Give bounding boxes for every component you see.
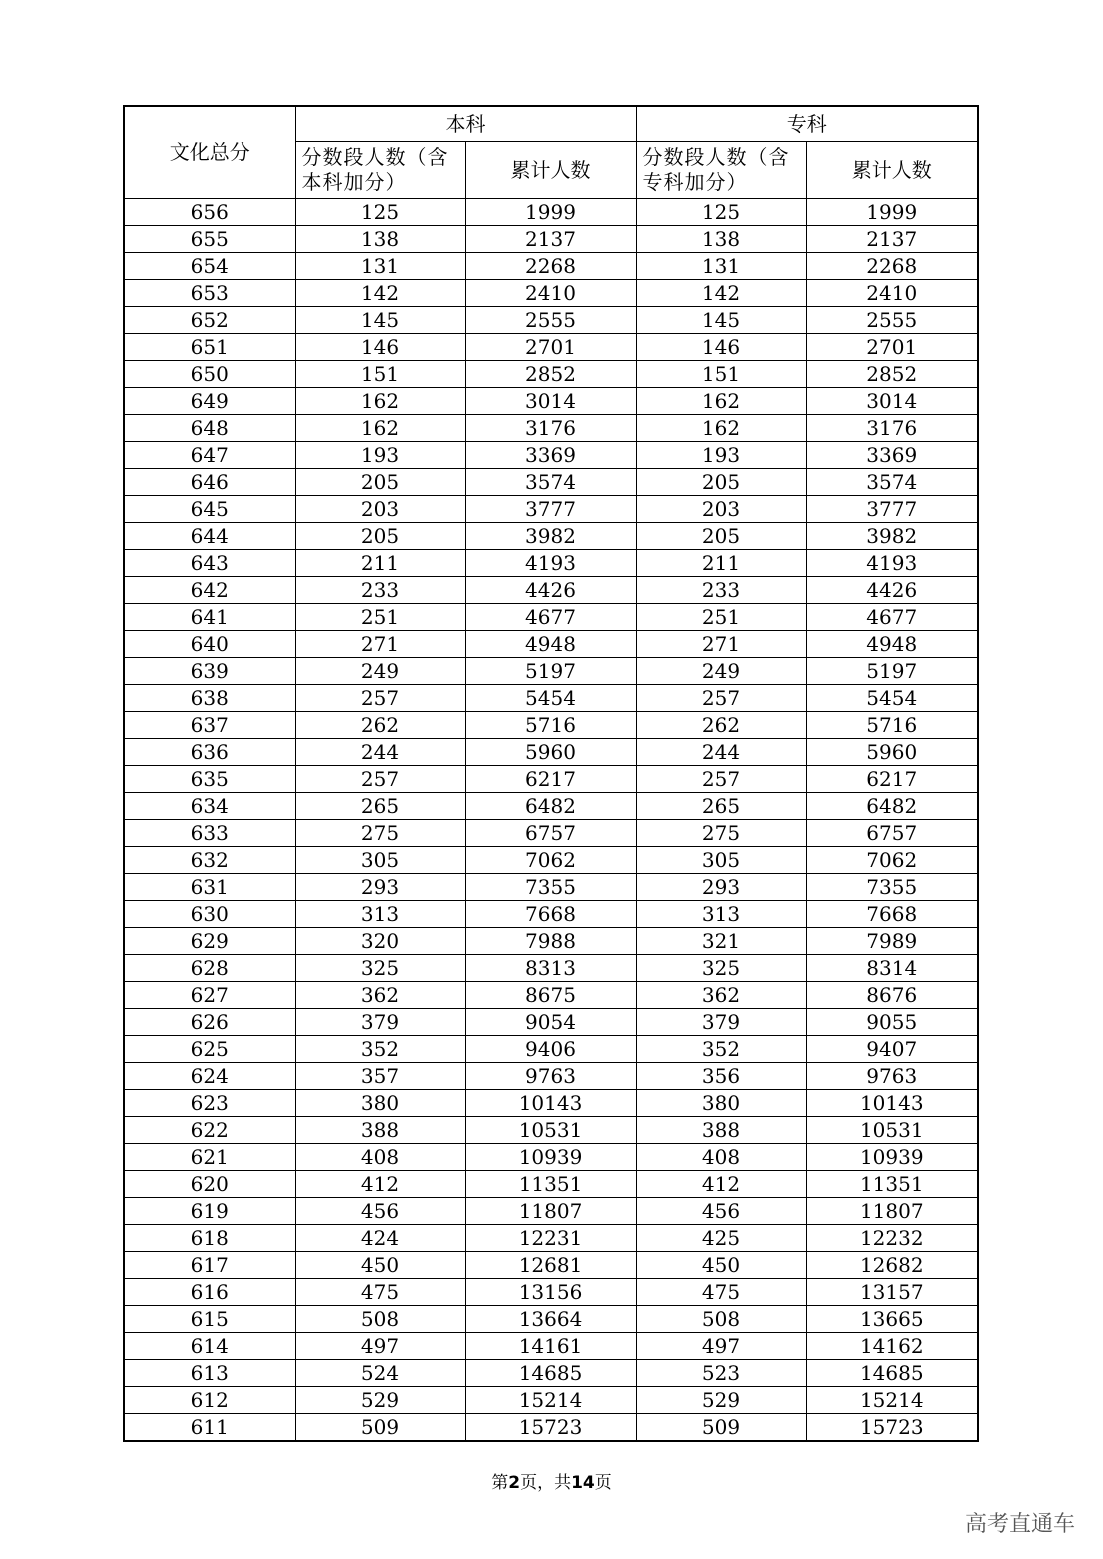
score-cell: 649 xyxy=(124,388,295,415)
score-cell: 656 xyxy=(124,199,295,226)
score-cell: 640 xyxy=(124,631,295,658)
zhuanke-cumulative-cell: 15723 xyxy=(806,1414,978,1442)
table-row xyxy=(124,1036,978,1063)
benke-cumulative-cell: 4677 xyxy=(465,604,636,631)
benke-cumulative-cell: 9054 xyxy=(465,1009,636,1036)
zhuanke-segment-cell: 379 xyxy=(636,1009,806,1036)
benke-cumulative-cell: 10143 xyxy=(465,1090,636,1117)
score-cell: 614 xyxy=(124,1333,295,1360)
benke-segment-cell: 456 xyxy=(295,1198,465,1225)
zhuanke-segment-cell: 205 xyxy=(636,469,806,496)
score-cell: 633 xyxy=(124,820,295,847)
header-zhuanke-segment xyxy=(636,142,806,199)
benke-segment-cell: 529 xyxy=(295,1387,465,1414)
zhuanke-segment-cell: 244 xyxy=(636,739,806,766)
score-cell: 639 xyxy=(124,658,295,685)
score-cell: 628 xyxy=(124,955,295,982)
header-zhuanke-cumulative: 累计人数 xyxy=(806,142,978,199)
zhuanke-cumulative-cell: 9055 xyxy=(806,1009,978,1036)
score-cell: 635 xyxy=(124,766,295,793)
table-row xyxy=(124,496,978,523)
benke-segment-cell: 408 xyxy=(295,1144,465,1171)
zhuanke-segment-cell: 509 xyxy=(636,1414,806,1442)
zhuanke-segment-cell: 251 xyxy=(636,604,806,631)
zhuanke-cumulative-cell: 6217 xyxy=(806,766,978,793)
benke-segment-cell: 275 xyxy=(295,820,465,847)
score-cell: 643 xyxy=(124,550,295,577)
zhuanke-cumulative-cell: 10939 xyxy=(806,1144,978,1171)
benke-segment-cell: 380 xyxy=(295,1090,465,1117)
table-row xyxy=(124,1279,978,1306)
benke-cumulative-cell: 9406 xyxy=(465,1036,636,1063)
benke-segment-cell: 138 xyxy=(295,226,465,253)
benke-segment-cell: 257 xyxy=(295,766,465,793)
zhuanke-cumulative-cell: 2137 xyxy=(806,226,978,253)
benke-segment-cell: 142 xyxy=(295,280,465,307)
table-body xyxy=(124,199,978,1442)
benke-cumulative-cell: 1999 xyxy=(465,199,636,226)
zhuanke-cumulative-cell: 5197 xyxy=(806,658,978,685)
benke-segment-cell: 244 xyxy=(295,739,465,766)
page-prefix: 第 xyxy=(491,1473,509,1493)
table-row xyxy=(124,1144,978,1171)
table-row xyxy=(124,1360,978,1387)
benke-cumulative-cell: 5960 xyxy=(465,739,636,766)
zhuanke-segment-cell: 131 xyxy=(636,253,806,280)
table-row xyxy=(124,685,978,712)
zhuanke-segment-cell: 257 xyxy=(636,766,806,793)
benke-segment-cell: 211 xyxy=(295,550,465,577)
table-row xyxy=(124,415,978,442)
zhuanke-segment-cell: 275 xyxy=(636,820,806,847)
zhuanke-segment-cell: 408 xyxy=(636,1144,806,1171)
header-benke-segment xyxy=(295,142,465,199)
zhuanke-segment-cell: 265 xyxy=(636,793,806,820)
zhuanke-cumulative-cell: 7355 xyxy=(806,874,978,901)
zhuanke-cumulative-cell: 15214 xyxy=(806,1387,978,1414)
benke-cumulative-cell: 14685 xyxy=(465,1360,636,1387)
benke-cumulative-cell: 4193 xyxy=(465,550,636,577)
benke-segment-cell: 205 xyxy=(295,523,465,550)
benke-cumulative-cell: 10531 xyxy=(465,1117,636,1144)
table-row xyxy=(124,847,978,874)
benke-cumulative-cell: 7062 xyxy=(465,847,636,874)
header-benke-segment-text: 分数段人数（含本科加分） xyxy=(301,145,449,194)
page-middle: 页，共 xyxy=(520,1473,572,1493)
benke-cumulative-cell: 15723 xyxy=(465,1414,636,1442)
table-row xyxy=(124,1198,978,1225)
zhuanke-segment-cell: 205 xyxy=(636,523,806,550)
score-cell: 637 xyxy=(124,712,295,739)
table-row xyxy=(124,901,978,928)
zhuanke-cumulative-cell: 4948 xyxy=(806,631,978,658)
zhuanke-segment-cell: 450 xyxy=(636,1252,806,1279)
zhuanke-cumulative-cell: 3982 xyxy=(806,523,978,550)
table-row xyxy=(124,226,978,253)
score-cell: 626 xyxy=(124,1009,295,1036)
zhuanke-cumulative-cell: 3176 xyxy=(806,415,978,442)
benke-segment-cell: 251 xyxy=(295,604,465,631)
benke-segment-cell: 131 xyxy=(295,253,465,280)
zhuanke-segment-cell: 162 xyxy=(636,415,806,442)
benke-segment-cell: 162 xyxy=(295,388,465,415)
table-row xyxy=(124,334,978,361)
benke-cumulative-cell: 3574 xyxy=(465,469,636,496)
benke-cumulative-cell: 6217 xyxy=(465,766,636,793)
benke-cumulative-cell: 2137 xyxy=(465,226,636,253)
benke-segment-cell: 293 xyxy=(295,874,465,901)
page-suffix: 页 xyxy=(594,1473,612,1493)
score-cell: 650 xyxy=(124,361,295,388)
benke-segment-cell: 524 xyxy=(295,1360,465,1387)
table-row xyxy=(124,253,978,280)
table-row xyxy=(124,604,978,631)
score-cell: 613 xyxy=(124,1360,295,1387)
zhuanke-segment-cell: 456 xyxy=(636,1198,806,1225)
benke-cumulative-cell: 9763 xyxy=(465,1063,636,1090)
zhuanke-cumulative-cell: 5960 xyxy=(806,739,978,766)
table-row xyxy=(124,1252,978,1279)
score-cell: 618 xyxy=(124,1225,295,1252)
score-cell: 625 xyxy=(124,1036,295,1063)
benke-segment-cell: 352 xyxy=(295,1036,465,1063)
score-cell: 611 xyxy=(124,1414,295,1442)
header-group-benke: 本科 xyxy=(295,106,636,142)
benke-cumulative-cell: 2555 xyxy=(465,307,636,334)
benke-segment-cell: 146 xyxy=(295,334,465,361)
score-cell: 616 xyxy=(124,1279,295,1306)
table-row xyxy=(124,1009,978,1036)
table-row xyxy=(124,1333,978,1360)
zhuanke-segment-cell: 142 xyxy=(636,280,806,307)
zhuanke-cumulative-cell: 4426 xyxy=(806,577,978,604)
benke-cumulative-cell: 6757 xyxy=(465,820,636,847)
zhuanke-segment-cell: 203 xyxy=(636,496,806,523)
benke-segment-cell: 362 xyxy=(295,982,465,1009)
benke-segment-cell: 271 xyxy=(295,631,465,658)
benke-segment-cell: 357 xyxy=(295,1063,465,1090)
benke-cumulative-cell: 5197 xyxy=(465,658,636,685)
benke-segment-cell: 508 xyxy=(295,1306,465,1333)
score-cell: 646 xyxy=(124,469,295,496)
benke-segment-cell: 379 xyxy=(295,1009,465,1036)
zhuanke-cumulative-cell: 13665 xyxy=(806,1306,978,1333)
zhuanke-cumulative-cell: 14162 xyxy=(806,1333,978,1360)
zhuanke-cumulative-cell: 6482 xyxy=(806,793,978,820)
zhuanke-segment-cell: 508 xyxy=(636,1306,806,1333)
benke-segment-cell: 162 xyxy=(295,415,465,442)
benke-segment-cell: 305 xyxy=(295,847,465,874)
benke-cumulative-cell: 4948 xyxy=(465,631,636,658)
zhuanke-segment-cell: 146 xyxy=(636,334,806,361)
zhuanke-segment-cell: 313 xyxy=(636,901,806,928)
benke-cumulative-cell: 7355 xyxy=(465,874,636,901)
header-benke-cumulative: 累计人数 xyxy=(465,142,636,199)
zhuanke-cumulative-cell: 3014 xyxy=(806,388,978,415)
zhuanke-segment-cell: 125 xyxy=(636,199,806,226)
benke-cumulative-cell: 12231 xyxy=(465,1225,636,1252)
zhuanke-cumulative-cell: 8314 xyxy=(806,955,978,982)
zhuanke-cumulative-cell: 3574 xyxy=(806,469,978,496)
table-row xyxy=(124,955,978,982)
score-cell: 653 xyxy=(124,280,295,307)
benke-cumulative-cell: 12681 xyxy=(465,1252,636,1279)
score-cell: 619 xyxy=(124,1198,295,1225)
benke-segment-cell: 145 xyxy=(295,307,465,334)
score-cell: 651 xyxy=(124,334,295,361)
benke-segment-cell: 325 xyxy=(295,955,465,982)
score-cell: 642 xyxy=(124,577,295,604)
benke-cumulative-cell: 5716 xyxy=(465,712,636,739)
zhuanke-segment-cell: 293 xyxy=(636,874,806,901)
zhuanke-segment-cell: 523 xyxy=(636,1360,806,1387)
benke-cumulative-cell: 2268 xyxy=(465,253,636,280)
benke-segment-cell: 249 xyxy=(295,658,465,685)
zhuanke-segment-cell: 262 xyxy=(636,712,806,739)
benke-segment-cell: 125 xyxy=(295,199,465,226)
table-row xyxy=(124,820,978,847)
zhuanke-cumulative-cell: 1999 xyxy=(806,199,978,226)
zhuanke-cumulative-cell: 14685 xyxy=(806,1360,978,1387)
zhuanke-segment-cell: 497 xyxy=(636,1333,806,1360)
zhuanke-segment-cell: 145 xyxy=(636,307,806,334)
zhuanke-segment-cell: 249 xyxy=(636,658,806,685)
benke-segment-cell: 257 xyxy=(295,685,465,712)
score-cell: 638 xyxy=(124,685,295,712)
score-cell: 622 xyxy=(124,1117,295,1144)
table-row xyxy=(124,739,978,766)
score-cell: 630 xyxy=(124,901,295,928)
benke-cumulative-cell: 6482 xyxy=(465,793,636,820)
benke-cumulative-cell: 11807 xyxy=(465,1198,636,1225)
score-cell: 648 xyxy=(124,415,295,442)
watermark: 高考直通车 xyxy=(964,1512,1075,1537)
benke-segment-cell: 233 xyxy=(295,577,465,604)
zhuanke-cumulative-cell: 3777 xyxy=(806,496,978,523)
table-row xyxy=(124,388,978,415)
benke-segment-cell: 424 xyxy=(295,1225,465,1252)
zhuanke-segment-cell: 325 xyxy=(636,955,806,982)
zhuanke-cumulative-cell: 2852 xyxy=(806,361,978,388)
zhuanke-cumulative-cell: 7989 xyxy=(806,928,978,955)
score-cell: 615 xyxy=(124,1306,295,1333)
benke-cumulative-cell: 7668 xyxy=(465,901,636,928)
zhuanke-cumulative-cell: 2268 xyxy=(806,253,978,280)
zhuanke-segment-cell: 211 xyxy=(636,550,806,577)
score-cell: 631 xyxy=(124,874,295,901)
score-cell: 629 xyxy=(124,928,295,955)
benke-cumulative-cell: 13156 xyxy=(465,1279,636,1306)
benke-segment-cell: 265 xyxy=(295,793,465,820)
score-cell: 652 xyxy=(124,307,295,334)
table-row xyxy=(124,928,978,955)
score-cell: 623 xyxy=(124,1090,295,1117)
benke-cumulative-cell: 8675 xyxy=(465,982,636,1009)
score-cell: 634 xyxy=(124,793,295,820)
score-cell: 621 xyxy=(124,1144,295,1171)
zhuanke-segment-cell: 193 xyxy=(636,442,806,469)
zhuanke-cumulative-cell: 7668 xyxy=(806,901,978,928)
zhuanke-segment-cell: 380 xyxy=(636,1090,806,1117)
zhuanke-cumulative-cell: 4193 xyxy=(806,550,978,577)
benke-cumulative-cell: 15214 xyxy=(465,1387,636,1414)
page-number xyxy=(0,1468,1103,1493)
zhuanke-cumulative-cell: 9763 xyxy=(806,1063,978,1090)
score-cell: 647 xyxy=(124,442,295,469)
table-row xyxy=(124,1225,978,1252)
benke-segment-cell: 497 xyxy=(295,1333,465,1360)
table-row xyxy=(124,874,978,901)
score-cell: 654 xyxy=(124,253,295,280)
table-row xyxy=(124,361,978,388)
benke-segment-cell: 151 xyxy=(295,361,465,388)
zhuanke-cumulative-cell: 2410 xyxy=(806,280,978,307)
zhuanke-segment-cell: 352 xyxy=(636,1036,806,1063)
zhuanke-segment-cell: 162 xyxy=(636,388,806,415)
benke-cumulative-cell: 3777 xyxy=(465,496,636,523)
benke-cumulative-cell: 2852 xyxy=(465,361,636,388)
table-row xyxy=(124,523,978,550)
page-current: 2 xyxy=(508,1473,521,1493)
table-row xyxy=(124,631,978,658)
score-cell: 632 xyxy=(124,847,295,874)
zhuanke-segment-cell: 475 xyxy=(636,1279,806,1306)
benke-segment-cell: 412 xyxy=(295,1171,465,1198)
benke-cumulative-cell: 4426 xyxy=(465,577,636,604)
zhuanke-cumulative-cell: 5716 xyxy=(806,712,978,739)
table-row xyxy=(124,766,978,793)
table-row xyxy=(124,199,978,226)
benke-segment-cell: 205 xyxy=(295,469,465,496)
header-zhuanke-segment-text: 分数段人数（含专科加分） xyxy=(642,145,790,194)
table-row xyxy=(124,1387,978,1414)
score-cell: 627 xyxy=(124,982,295,1009)
table-row xyxy=(124,577,978,604)
benke-cumulative-cell: 13664 xyxy=(465,1306,636,1333)
benke-cumulative-cell: 3982 xyxy=(465,523,636,550)
zhuanke-segment-cell: 529 xyxy=(636,1387,806,1414)
zhuanke-cumulative-cell: 13157 xyxy=(806,1279,978,1306)
zhuanke-segment-cell: 362 xyxy=(636,982,806,1009)
benke-cumulative-cell: 2410 xyxy=(465,280,636,307)
zhuanke-segment-cell: 257 xyxy=(636,685,806,712)
benke-cumulative-cell: 10939 xyxy=(465,1144,636,1171)
zhuanke-segment-cell: 305 xyxy=(636,847,806,874)
zhuanke-cumulative-cell: 8676 xyxy=(806,982,978,1009)
page-total: 14 xyxy=(571,1473,595,1493)
benke-cumulative-cell: 2701 xyxy=(465,334,636,361)
table-row xyxy=(124,550,978,577)
zhuanke-segment-cell: 425 xyxy=(636,1225,806,1252)
zhuanke-cumulative-cell: 10143 xyxy=(806,1090,978,1117)
zhuanke-segment-cell: 321 xyxy=(636,928,806,955)
table-row xyxy=(124,1090,978,1117)
table-row xyxy=(124,712,978,739)
table-row xyxy=(124,1117,978,1144)
benke-cumulative-cell: 8313 xyxy=(465,955,636,982)
score-cell: 636 xyxy=(124,739,295,766)
zhuanke-cumulative-cell: 6757 xyxy=(806,820,978,847)
zhuanke-segment-cell: 412 xyxy=(636,1171,806,1198)
score-cell: 617 xyxy=(124,1252,295,1279)
table-row xyxy=(124,1414,978,1442)
benke-segment-cell: 509 xyxy=(295,1414,465,1442)
table-row xyxy=(124,793,978,820)
table-row xyxy=(124,280,978,307)
zhuanke-segment-cell: 151 xyxy=(636,361,806,388)
zhuanke-cumulative-cell: 5454 xyxy=(806,685,978,712)
benke-cumulative-cell: 3369 xyxy=(465,442,636,469)
benke-segment-cell: 388 xyxy=(295,1117,465,1144)
zhuanke-segment-cell: 233 xyxy=(636,577,806,604)
table-row xyxy=(124,658,978,685)
zhuanke-cumulative-cell: 12232 xyxy=(806,1225,978,1252)
benke-segment-cell: 475 xyxy=(295,1279,465,1306)
header-group-zhuanke: 专科 xyxy=(636,106,978,142)
table-row xyxy=(124,1171,978,1198)
benke-segment-cell: 313 xyxy=(295,901,465,928)
table-row xyxy=(124,982,978,1009)
zhuanke-cumulative-cell: 10531 xyxy=(806,1117,978,1144)
zhuanke-cumulative-cell: 7062 xyxy=(806,847,978,874)
table-row xyxy=(124,1063,978,1090)
benke-cumulative-cell: 14161 xyxy=(465,1333,636,1360)
benke-segment-cell: 320 xyxy=(295,928,465,955)
score-cell: 641 xyxy=(124,604,295,631)
benke-segment-cell: 203 xyxy=(295,496,465,523)
zhuanke-cumulative-cell: 12682 xyxy=(806,1252,978,1279)
score-cell: 624 xyxy=(124,1063,295,1090)
benke-segment-cell: 262 xyxy=(295,712,465,739)
table-row xyxy=(124,442,978,469)
zhuanke-segment-cell: 356 xyxy=(636,1063,806,1090)
table-row xyxy=(124,307,978,334)
score-cell: 620 xyxy=(124,1171,295,1198)
score-table xyxy=(123,105,979,1442)
zhuanke-cumulative-cell: 2555 xyxy=(806,307,978,334)
zhuanke-cumulative-cell: 4677 xyxy=(806,604,978,631)
zhuanke-segment-cell: 271 xyxy=(636,631,806,658)
benke-segment-cell: 450 xyxy=(295,1252,465,1279)
zhuanke-segment-cell: 388 xyxy=(636,1117,806,1144)
zhuanke-segment-cell: 138 xyxy=(636,226,806,253)
zhuanke-cumulative-cell: 3369 xyxy=(806,442,978,469)
benke-cumulative-cell: 3014 xyxy=(465,388,636,415)
benke-cumulative-cell: 11351 xyxy=(465,1171,636,1198)
benke-cumulative-cell: 7988 xyxy=(465,928,636,955)
zhuanke-cumulative-cell: 9407 xyxy=(806,1036,978,1063)
score-cell: 644 xyxy=(124,523,295,550)
zhuanke-cumulative-cell: 11807 xyxy=(806,1198,978,1225)
score-cell: 612 xyxy=(124,1387,295,1414)
table-row xyxy=(124,1306,978,1333)
header-total-score: 文化总分 xyxy=(124,106,295,199)
score-cell: 655 xyxy=(124,226,295,253)
zhuanke-cumulative-cell: 11351 xyxy=(806,1171,978,1198)
table-row xyxy=(124,469,978,496)
benke-cumulative-cell: 5454 xyxy=(465,685,636,712)
zhuanke-cumulative-cell: 2701 xyxy=(806,334,978,361)
benke-cumulative-cell: 3176 xyxy=(465,415,636,442)
score-cell: 645 xyxy=(124,496,295,523)
benke-segment-cell: 193 xyxy=(295,442,465,469)
